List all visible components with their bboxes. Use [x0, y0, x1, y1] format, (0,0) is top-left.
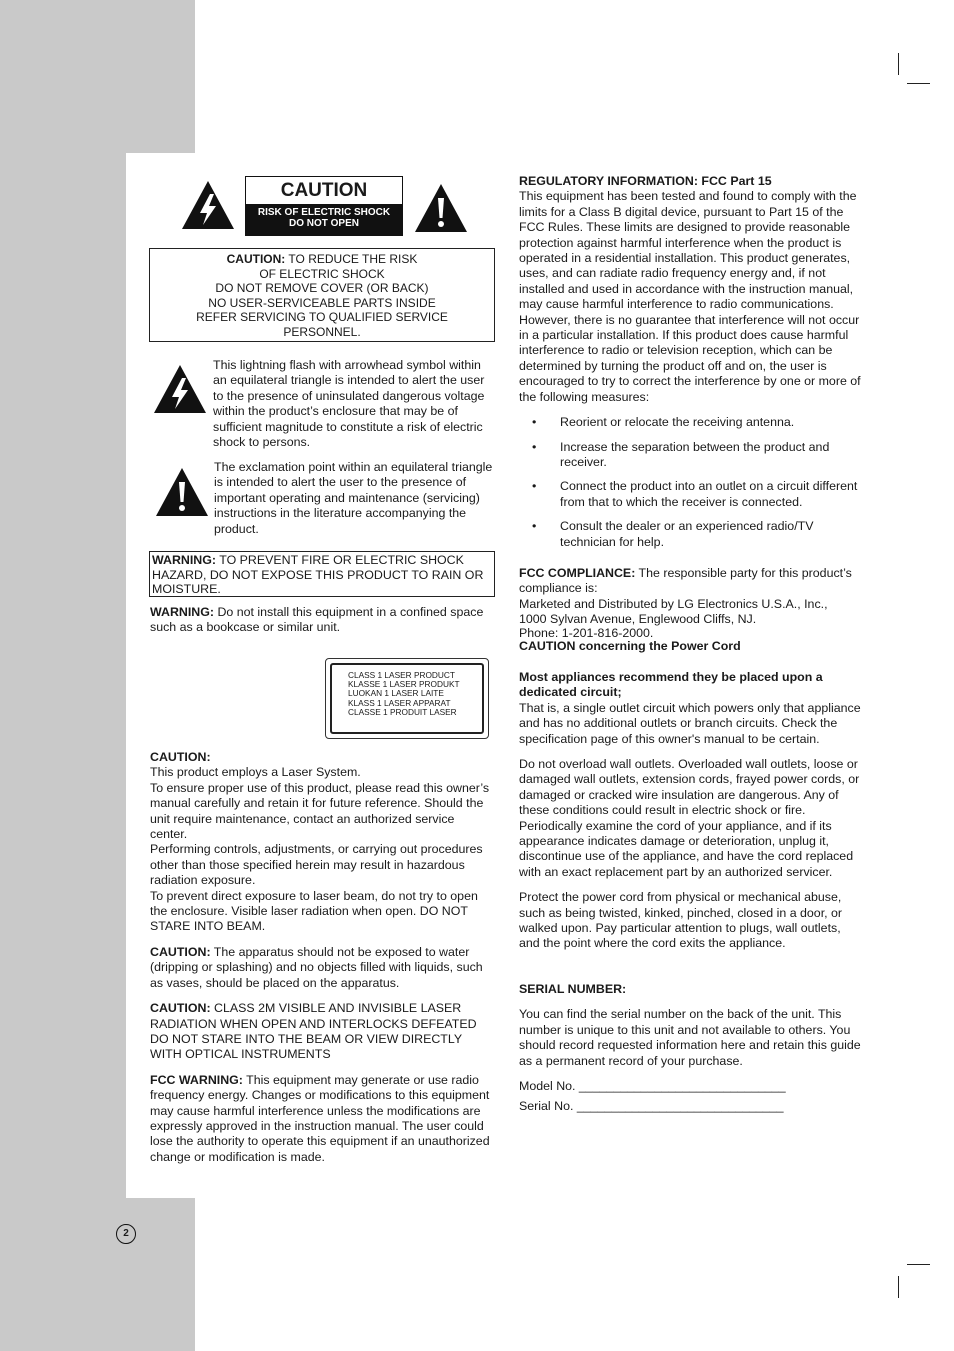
warning-box: WARNING: TO PREVENT FIRE OR ELECTRIC SHOCK HAZARD, DO NOT EXPOSE THIS PRODUCT TO RAIN OR MOISTURE. — [149, 551, 495, 597]
lightning-symbol-icon — [153, 364, 207, 414]
power-cord-subheading: Most appliances recommend they be placed upon a dedicated circuit; — [519, 669, 823, 700]
caution-laser: CAUTION: This product employs a Laser System. To ensure proper use of this product, please read this owner’s manual carefully and retain it for future reference. Should the unit require maintenance, contact an authorized service center. Performing controls, adjustments, or carrying out procedures other than those specified herein may result in hazardous radiation exposure. To prevent direct exposure to laser beam, do not try to open the enclosure. Visible laser radiation when open. DO NOT STARE INTO BEAM. — [150, 750, 490, 934]
exclamation-symbol-icon — [155, 467, 209, 517]
crop-mark — [898, 53, 899, 75]
warning-install: WARNING: Do not install this equipment in a confined space such as a bookcase or similar unit. — [150, 605, 484, 635]
lightning-warning-icon — [181, 180, 235, 230]
serial-text: You can find the serial number on the back of the unit. This number is unique to this unit and not available to others. You should record requested information here and retain this guide as a permanent record of your purchase. — [519, 1007, 861, 1068]
list-item: • Reorient or relocate the receiving antenna. — [519, 415, 863, 430]
caution-class2m: CAUTION: CLASS 2M VISIBLE AND INVISIBLE LASER RADIATION WHEN OPEN AND INTERLOCKS DEFEATED DO NOT STARE INTO THE BEAM OR VIEW DIRECTLY WITH OPTICAL INSTRUMENTS — [150, 1001, 477, 1062]
caution-box: CAUTION: TO REDUCE THE RISK OF ELECTRIC SHOCK DO NOT REMOVE COVER (OR BACK) NO USER-SERVICEABLE PARTS INSIDE REFER SERVICING TO QUALIFIED SERVICE PERSONNEL. — [149, 248, 495, 342]
interference-measures — [519, 415, 863, 550]
fcc-warning: FCC WARNING: This equipment may generate or use radio frequency energy. Changes or modifications to this equipment may cause harmful interference unless the modifications are expressly approved in the instruction manual. The user could lose the authority to operate this equipment if an unauthorized change or modification is made. — [150, 1072, 490, 1164]
exclamation-explanation: The exclamation point within an equilateral triangle is intended to alert the user to the presence of important operating and maintenance (servicing) instructions in the literature accompanying the product. — [214, 460, 493, 536]
left-column-cautions — [150, 750, 495, 1175]
caution-label — [245, 176, 403, 236]
exclamation-warning-icon — [414, 183, 468, 233]
power-cord-caution: CAUTION concerning the Power Cord — [519, 638, 741, 653]
fcc-compliance: FCC COMPLIANCE: The responsible party for this product’s compliance is: Marketed and Distributed by LG Electronics U.S.A., Inc., 1000 Sylvan Avenue, Englewood Cliffs, NJ. Phone: 1-201-816-2000. — [519, 565, 852, 640]
list-item: • Connect the product into an outlet on a circuit different from that to which the receiver is connected. — [519, 479, 863, 510]
list-item: • Consult the dealer or an experienced radio/TV technician for help. — [519, 519, 863, 550]
regulatory-info: REGULATORY INFORMATION: FCC Part 15 This equipment has been tested and found to comply with the limits for a Class B digital device, pursuant to Part 15 of the FCC Rules. These limits are designed to provide reasonable protection against harmful interference when the product is operated in a residential installation. This product generates, uses, and can radiate radio frequency energy and, if not installed and used in accordance with the instruction manual, may cause harmful interference to radio communications. However, there is no guarantee that interference will not occur in a particular installation. If this product does cause harmful interference to radio or television reception, which can be determined by turning the product off and on, the user is encouraged to try to correct the interference by one or more of the following measures: — [519, 174, 861, 404]
power-cord-p1: That is, a single outlet circuit which powers only that appliance and has no additional outlets or branch circuits. Check the specification page of this owner's manual to be certain. — [519, 700, 861, 746]
model-number-field: Model No. ______________________________ — [519, 1078, 786, 1093]
right-column — [519, 174, 863, 1125]
crop-mark — [907, 1264, 930, 1265]
caution-label-title: CAUTION — [280, 180, 368, 201]
margin-band-left — [0, 153, 126, 1198]
margin-band-bottom — [0, 1198, 195, 1351]
page-number: 2 — [116, 1224, 136, 1244]
serial-number-field: Serial No. ______________________________ — [519, 1099, 784, 1114]
caution-label-subtitle: RISK OF ELECTRIC SHOCK DO NOT OPEN — [246, 204, 402, 235]
list-item: • Increase the separation between the product and receiver. — [519, 440, 863, 471]
power-cord-p2: Do not overload wall outlets. Overloaded wall outlets, loose or damaged wall outlets, extension cords, frayed power cords, or damaged or cracked wire insulation are dangerous. Any of these conditions could result in electric shock or fire. Periodically examine the cord of your appliance, and if its appearance indicates damage or deterioration, unplug it, discontinue use of the appliance, and have the cord replaced with an exact replacement part by an authorized servicer. — [519, 757, 860, 879]
crop-mark — [907, 83, 930, 84]
lightning-explanation: This lightning flash with arrowhead symbol within an equilateral triangle is intended to alert the user to the presence of uninsulated dangerous voltage within the product’s enclosure that may be of sufficient magnitude to constitute a risk of electric shock to persons. — [213, 358, 485, 450]
serial-heading: SERIAL NUMBER: — [519, 981, 627, 996]
laser-product-label: CLASS 1 LASER PRODUCT KLASSE 1 LASER PRODUKT LUOKAN 1 LASER LAITE KLASS 1 LASER APPARAT CLASSE 1 PRODUIT LASER — [325, 658, 489, 739]
margin-band-top — [0, 0, 195, 153]
crop-mark — [898, 1276, 899, 1298]
power-cord-p3: Protect the power cord from physical or mechanical abuse, such as being twisted, kinked, pinched, closed in a door, or walked upon. Pay particular attention to plugs, wall outlets, and the point where the cord exits the appliance. — [519, 890, 843, 951]
caution-water: CAUTION: The apparatus should not be exposed to water (dripping or splashing) and no objects filled with liquids, such as vases, should be placed on the apparatus. — [150, 944, 483, 990]
